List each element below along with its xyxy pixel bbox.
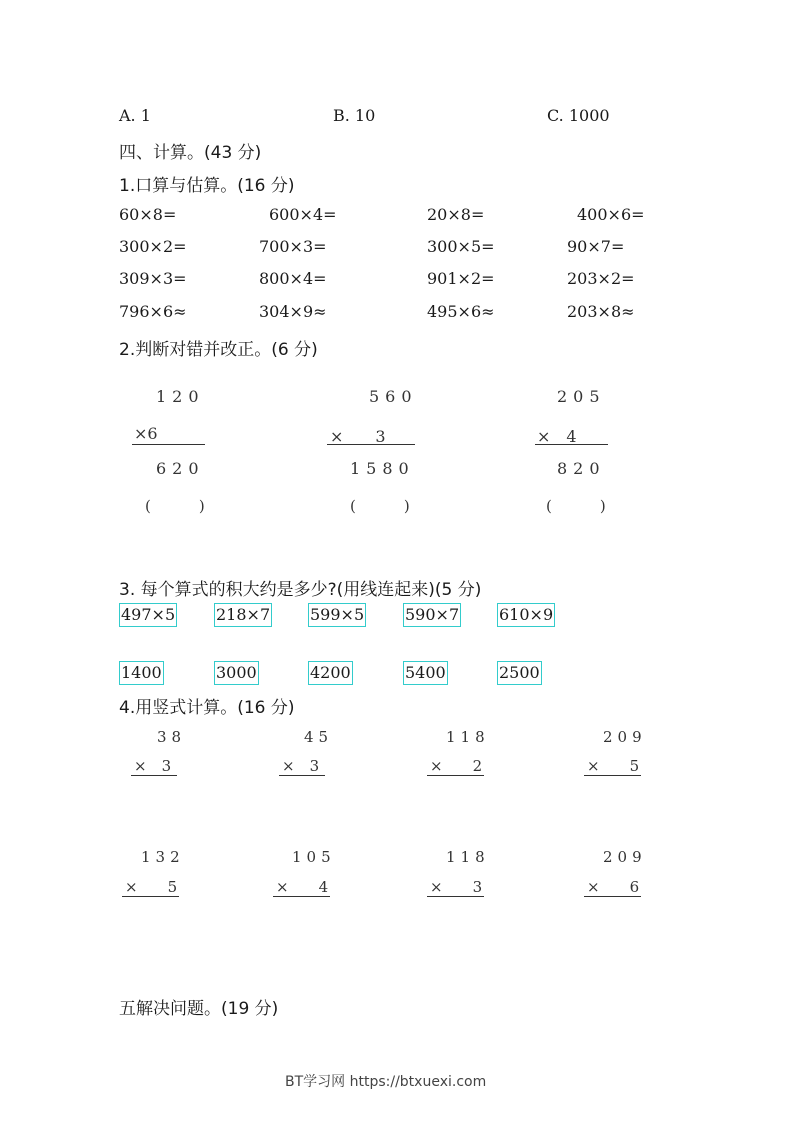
- q4-top-number: 209: [603, 728, 647, 746]
- q2-answer-blank[interactable]: ( ): [145, 497, 211, 515]
- q4-multiplier: × 4: [276, 878, 329, 896]
- q1-item: 796×6≈: [119, 302, 187, 321]
- section-4-title: 四、计算。(43 分): [119, 143, 262, 163]
- section-5-title: 五解决问题。(19 分): [119, 999, 279, 1019]
- q4-top-number: 209: [603, 848, 647, 866]
- q4-multiplier: × 3: [134, 757, 172, 775]
- q3-answer-box[interactable]: 2500: [497, 661, 542, 685]
- q4-rule: [584, 896, 641, 897]
- q1-item: 800×4=: [259, 269, 327, 288]
- q3-title: 3. 每个算式的积大约是多少?(用线连起来)(5 分): [119, 580, 482, 600]
- q4-rule: [131, 775, 177, 776]
- q1-item: 304×9≈: [259, 302, 327, 321]
- q1-item: 309×3=: [119, 269, 187, 288]
- q2-rule: [535, 444, 608, 445]
- q4-rule: [427, 775, 484, 776]
- footer-watermark: BT学习网 https://btxuexi.com: [285, 1074, 487, 1090]
- q4-top-number: 118: [446, 848, 490, 866]
- q4-top-number: 118: [446, 728, 490, 746]
- q2-answer-blank[interactable]: ( ): [350, 497, 416, 515]
- q4-multiplier: × 5: [587, 757, 640, 775]
- q2-top-number: 560: [369, 387, 418, 406]
- q3-expression-box[interactable]: 599×5: [308, 603, 366, 627]
- option-c: C. 1000: [547, 106, 610, 125]
- q1-item: 90×7=: [567, 237, 625, 256]
- q4-top-number: 45: [304, 728, 334, 746]
- q3-expression-box[interactable]: 497×5: [119, 603, 177, 627]
- q1-item: 203×2=: [567, 269, 635, 288]
- q3-answer-box[interactable]: 1400: [119, 661, 164, 685]
- q3-answer-box[interactable]: 5400: [403, 661, 448, 685]
- q1-item: 901×2=: [427, 269, 495, 288]
- q1-item: 60×8=: [119, 205, 177, 224]
- q2-top-number: 205: [557, 387, 606, 406]
- q4-multiplier: × 3: [430, 878, 483, 896]
- q4-multiplier: × 6: [587, 878, 640, 896]
- q3-expression-box[interactable]: 218×7: [214, 603, 272, 627]
- q2-answer-blank[interactable]: ( ): [546, 497, 612, 515]
- q1-item: 600×4=: [269, 205, 337, 224]
- q4-rule: [273, 896, 330, 897]
- q2-result: 1580: [350, 459, 415, 478]
- q4-rule: [122, 896, 179, 897]
- q4-top-number: 38: [157, 728, 187, 746]
- q4-multiplier: × 3: [282, 757, 320, 775]
- q2-multiplier: ×6: [134, 424, 158, 443]
- q4-top-number: 105: [292, 848, 336, 866]
- q4-rule: [279, 775, 325, 776]
- q1-item: 203×8≈: [567, 302, 635, 321]
- q4-top-number: 132: [141, 848, 185, 866]
- q2-rule: [327, 444, 415, 445]
- q4-rule: [584, 775, 641, 776]
- q3-expression-box[interactable]: 590×7: [403, 603, 461, 627]
- q2-multiplier: × 4: [537, 427, 577, 446]
- q4-rule: [427, 896, 484, 897]
- q1-item: 495×6≈: [427, 302, 495, 321]
- q1-title: 1.口算与估算。(16 分): [119, 176, 295, 196]
- q3-answer-box[interactable]: 4200: [308, 661, 353, 685]
- option-a: A. 1: [119, 106, 151, 125]
- q3-expression-box[interactable]: 610×9: [497, 603, 555, 627]
- q1-item: 300×5=: [427, 237, 495, 256]
- q2-rule: [132, 444, 205, 445]
- q2-top-number: 120: [156, 387, 205, 406]
- q2-result: 820: [557, 459, 606, 478]
- q4-title: 4.用竖式计算。(16 分): [119, 698, 295, 718]
- option-b: B. 10: [333, 106, 376, 125]
- q2-result: 620: [156, 459, 205, 478]
- q3-answer-box[interactable]: 3000: [214, 661, 259, 685]
- q1-item: 700×3=: [259, 237, 327, 256]
- q4-multiplier: × 2: [430, 757, 483, 775]
- q4-multiplier: × 5: [125, 878, 178, 896]
- q2-multiplier: × 3: [330, 427, 386, 446]
- q1-item: 20×8=: [427, 205, 485, 224]
- q1-item: 400×6=: [577, 205, 645, 224]
- q1-item: 300×2=: [119, 237, 187, 256]
- q2-title: 2.判断对错并改正。(6 分): [119, 340, 318, 360]
